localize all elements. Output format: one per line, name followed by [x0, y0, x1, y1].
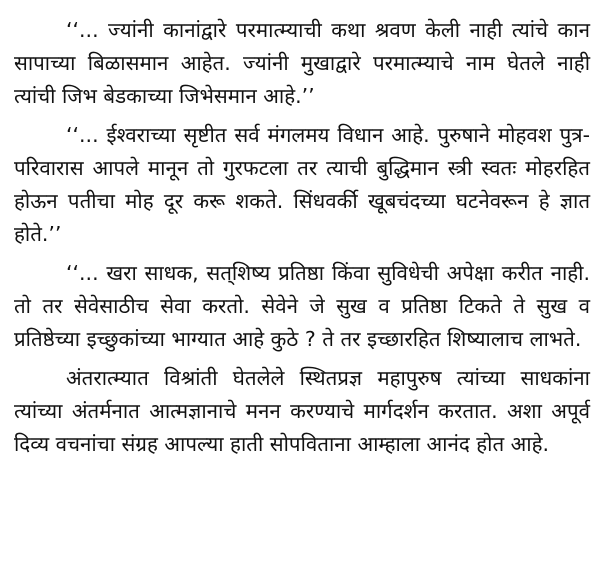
- document-page: [14, 14, 590, 461]
- paragraph-quote-3: ‘‘... खरा साधक, सत्‌शिष्य प्रतिष्ठा किंवा सुविधेची अपेक्षा करीत नाही. तो तर सेवेसाठीच सेवा करतो. सेवेने जे सुख व प्रतिष्ठा टिकते ते सुख व प्रतिष्ठेच्या इच्छुकांच्या भाग्यात आहे कुठे ? ते तर इच्छारहित शिष्यालाच लाभते.: [14, 261, 590, 351]
- paragraph-quote-1: ‘‘... ज्यांनी कानांद्वारे परमात्म्याची कथा श्रवण केली नाही त्यांचे कान सापाच्या बिळासमान आहेत. ज्यांनी मुखाद्वारे परमात्म्याचे नाम घेतले नाही त्यांची जिभ बेडकाच्या जिभेसमान आहे.’’: [14, 18, 590, 108]
- paragraph-closing: अंतरात्म्यात विश्रांती घेतलेले स्थितप्रज्ञ महापुरुष त्यांच्या साधकांना त्यांच्या अंतर्मनात आत्मज्ञानाचे मनन करण्याचे मार्गदर्शन करतात. अशा अपूर्व दिव्य वचनांचा संग्रह आपल्या हाती सोपविताना आम्हाला आनंद होत आहे.: [14, 366, 590, 456]
- paragraph-quote-2: ‘‘... ईश्वराच्या सृष्टीत सर्व मंगलमय विधान आहे. पुरुषाने मोहवश पुत्र-परिवारास आपले मानून तो गुरफटला तर त्याची बुद्धिमान स्त्री स्वतः मोहरहित होऊन पतीचा मोह दूर करू शकते. सिंधवर्की खूबचंदच्या घटनेवरून हे ज्ञात होते.’’: [14, 123, 590, 246]
